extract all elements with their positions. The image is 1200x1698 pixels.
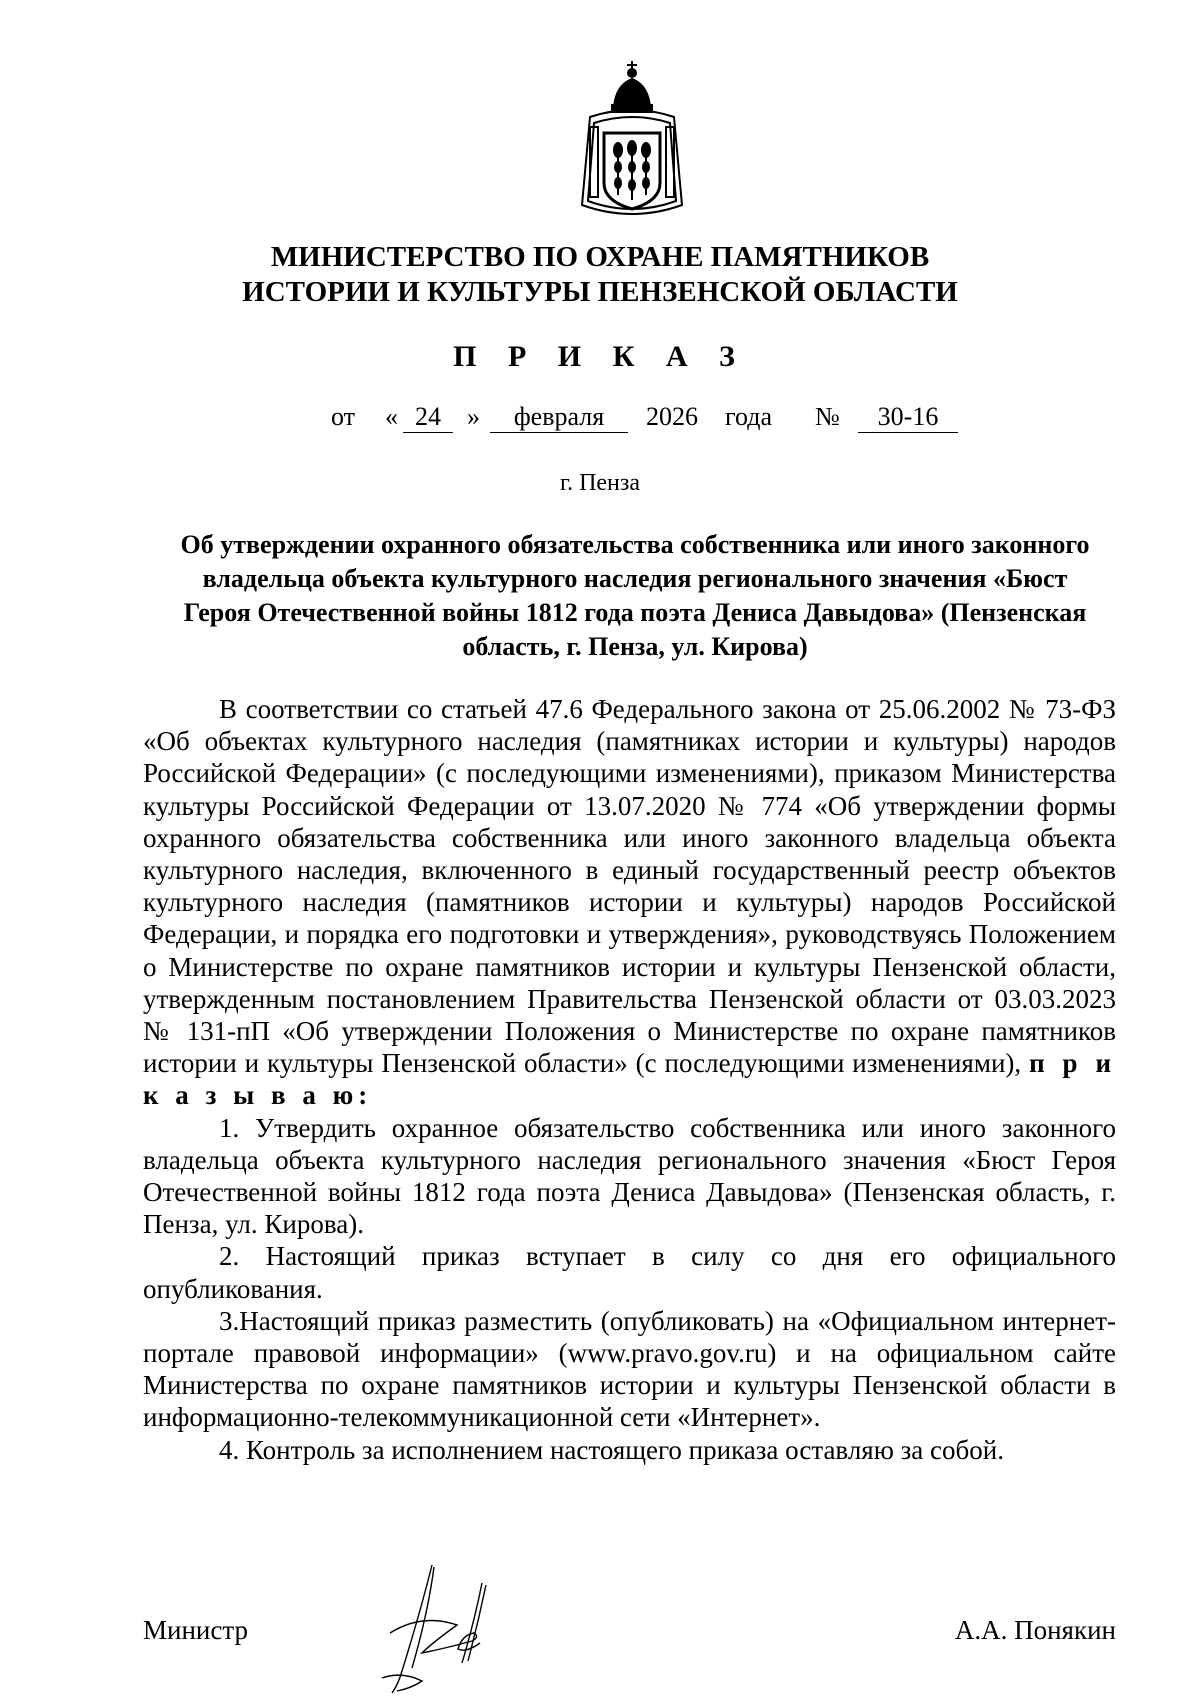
date-quote-open: « (385, 402, 398, 431)
order-item-3: 3.Настоящий приказ разместить (опубликовать) на «Официальном интернет-портале правовой информации» (www.pravo.gov.ru) и на официальном сайте Министерства по охране памятников истории и культуры Пензенской области в информационно-телекоммуникационной сети «Интернет». (143, 1305, 1116, 1433)
signatory-title: Министр (143, 1615, 248, 1645)
ministry-name (0, 240, 1200, 310)
date-quote-close: » (467, 402, 480, 431)
date-prefix: от (331, 402, 356, 431)
order-word: п р и к а з ы в а ю: (143, 1048, 1117, 1111)
document-number: 30-16 (858, 402, 958, 433)
order-item-1: 1. Утвердить охранное обязательство собственника или иного законного владельца объекта культурного наследия регионального значения «Бюст Героя Отечественной войны 1812 года поэта Дениса Давыдова» (Пензенская область, г. Пенза, ул. Кирова). (143, 1112, 1116, 1240)
date-year-word: года (725, 402, 773, 431)
order-item-4: 4. Контроль за исполнением настоящего приказа оставляю за собой. (219, 1434, 1004, 1465)
date-day: 24 (403, 402, 453, 433)
city: г. Пенза (559, 470, 641, 496)
document-body (143, 693, 1116, 1466)
ministry-name-line1: МИНИСТЕРСТВО ПО ОХРАНЕ ПАМЯТНИКОВ (270, 241, 930, 273)
number-sign: № (815, 402, 840, 431)
date-year: 2026 (646, 402, 698, 431)
document-subject: Об утверждении охранного обязательства собственника или иного законного владельца объекта культурного наследия регионального значения «Бюст Героя Отечественной войны 1812 года поэта Дениса Давыдова» (Пензенская область, г. Пенза, ул. Кирова) (180, 530, 1090, 661)
preamble-text: В соответствии со статьей 47.6 Федерального закона от 25.06.2002 № 73-ФЗ «Об объектах культурного наследия (памятниках истории и культуры) народов Российской Федерации» (с последующими изменениями), приказом Министерства культуры Российской Федерации от 13.07.2020 № 774 «Об утверждении формы охранного обязательства собственника или иного законного владельца объекта культурного наследия, включенного в единый государственный реестр объектов культурного наследия (памятников истории и культуры) народов Российской Федерации, и порядка его подготовки и утверждения», руководствуясь Положением о Министерстве по охране памятников истории и культуры Пензенской области, утвержденным постановлением Правительства Пензенской области от 03.03.2023 № 131-пП «Об утверждении Положения о Министерстве по охране памятников истории и культуры Пензенской области» (с последующими изменениями), (143, 694, 1116, 1079)
date-month: февраля (490, 402, 628, 433)
order-item-2: 2. Настоящий приказ вступает в силу со дня его официального опубликования. (143, 1241, 1116, 1304)
coat-of-arms-emblem (572, 55, 692, 225)
handwritten-signature (362, 1553, 512, 1698)
signatory-name: А.А. Понякин (954, 1615, 1116, 1645)
ministry-name-line2: ИСТОРИИ И КУЛЬТУРЫ ПЕНЗЕНСКОЙ ОБЛАСТИ (242, 276, 958, 308)
preamble-paragraph (143, 693, 1116, 1112)
date-number-line (0, 402, 1200, 442)
document-type: П Р И К А З (453, 340, 747, 373)
